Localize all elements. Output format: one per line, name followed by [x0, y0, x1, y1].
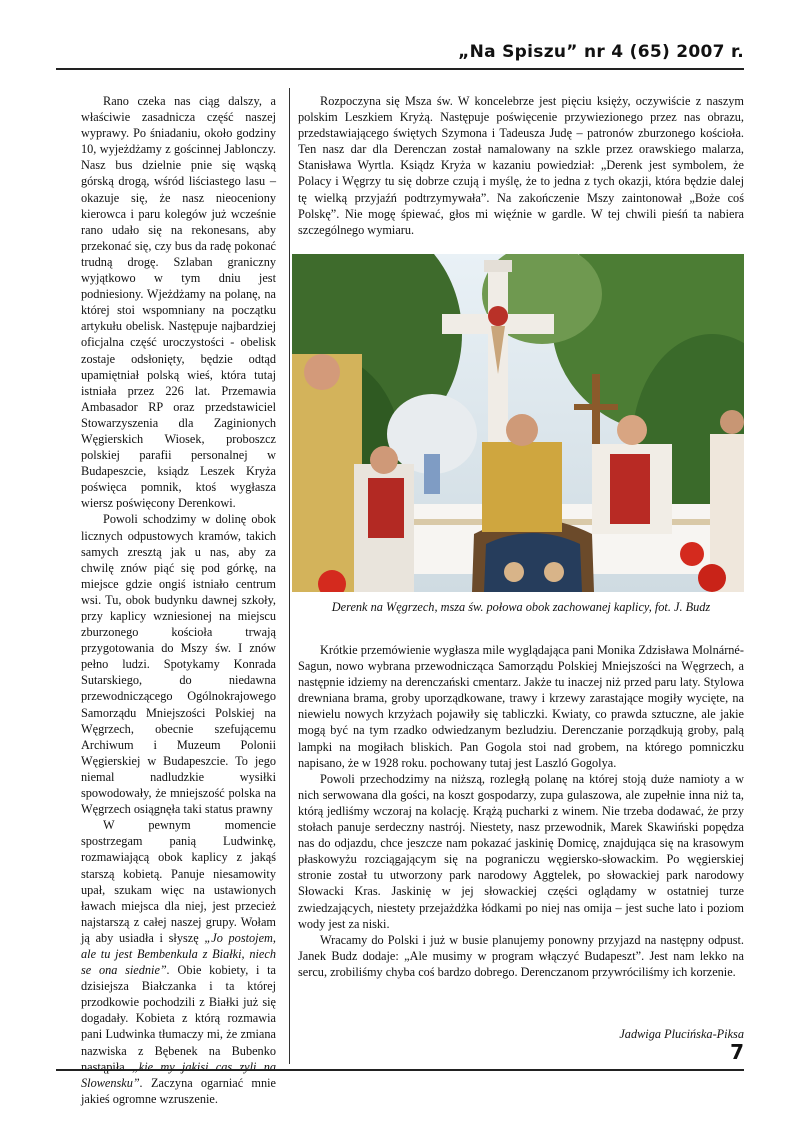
right-column-top	[298, 93, 744, 238]
left-column	[81, 93, 276, 1107]
page-number: 7	[730, 1040, 744, 1064]
column-divider	[289, 88, 290, 1064]
mass-photo-illustration	[292, 254, 744, 592]
header-rule	[56, 68, 744, 70]
left-paragraph-3-part-b: Obie kobiety, i ta dzisiejsza Białczanka i ta której przodkowie pochodzili z Białki już się dogadały. Kobieta z którą rozmawia pani Ludwinka tłumaczy mi, że zmiana nazwiska z Bębenek na Bubenko nastąpiła	[81, 963, 276, 1074]
footer-rule	[56, 1069, 744, 1071]
photo-caption: Derenk na Węgrzech, msza św. połowa obok zachowanej kaplicy, fot. J. Budz	[331, 600, 711, 614]
dialect-quote-2: „kie my jakisi cas zyli na Slowensku”.	[81, 1059, 276, 1090]
left-paragraph-3-part-c: Zaczyna ogarniać mnie jakieś ogromne wzruszenie.	[81, 1075, 276, 1106]
left-paragraph-1: Rano czeka nas ciąg dalszy, a właściwie zasadnicza część naszej wyprawy. Po śniadaniu, około godziny 10, wyjeżdżamy z gościnnej Jablonczy. Nasz bus dzielnie pnie się wąską górską drogą, wśród liściastego lasu – okazuje się, że nasz nieoceniony kierowca i paru kolegów już wcześnie rano udało się na rekonesans, aby przekonać się, czy bus da radę pokonać trudną drogę. Szlaban graniczny wyjątkowo w tym dniu jest podniesiony. Wjeżdżamy na polanę, na której stoi wspomniany na początku artykułu obelisk. Następuje najbardziej oficjalna część uroczystości - obelisk zostaje odsłonięty, będzie odtąd upamiętniał polską wieś, która tutaj istniała przez 226 lat. Przemawia Ambasador RP oraz przedstawiciel Stowarzyszenia dla Zaginionych Węgierskich Wiosek, proboszcz polskiej parafii personalnej w Budapeszcie, ksiądz Leszek Kryża poświęca pomnik, ktoś wygłasza wiersz poświęcony Derenkowi.	[81, 94, 276, 511]
mass-photo	[292, 254, 744, 592]
left-paragraph-2: Powoli schodzimy w dolinę obok licznych odpustowych kramów, takich samych zresztą jak u nas, aby za chwilę znów piąć się pod górkę, na miejsce gdzie ongiś istniało centrum wsi. Tu, obok budynku dawnej szkoły, przy kaplicy wzniesionej na miejscu zburzonego kościoła trwają przygotowania do Mszy św. I znów pełno ludzi. Spotykamy Konrada Sutarskiego, do niedawna przewodniczącego Ogólnokrajowego Samorządu Mniejszości Polskiej na Węgrzech, obecnie szefującemu Archiwum i Muzeum Polonii Węgierskiej w Budapeszcie. To jego niemal nadludzkie wysiłki spowodowały, że mniejszość polska na Węgrzech osiągnęła taki status prawny	[81, 512, 276, 817]
dialect-quote-1: „Jo postojem, ale tu jest Bembenkula z Białki, niech se ona siednie”.	[81, 930, 277, 978]
right-bottom-paragraph-1: Krótkie przemówienie wygłasza mile wyglądająca pani Monika Zdzisława Molnárné- Sagun, nowo wybrana przewodnicząca Samorządu Polskiej Mniejszości na Węgrzech, a następnie idziemy na derenczański cmentarz. Jakże tu inaczej niż przed paru laty. Stylowa drewniana brama, groby uporządkowane, trawy i krzewy zarastające mogiły wycięte, na niewielu nowych krzyżach pojawiły się tabliczki. Kwiaty, co prawda sztuczne, ale jakie mogą być na tym rzadko odwiedzanym bezludziu. Derenczanie porządkują groby, palą lampki na mogiłach bliskich. Pan Gogola stoi nad grobem, na którego pomniczku napisano, że w 1928 roku. pochowany tutaj jest Laszló Gogolya.	[298, 643, 744, 770]
left-paragraph-3	[81, 817, 276, 1107]
right-bottom-paragraph-3: Wracamy do Polski i już w busie planujemy ponowny przyjazd na następny odpust. Janek Budz dodaje: „Ale musimy w program włączyć Budapeszt”. Jest nam lekko na sercu, zrobiliśmy chyba coś bardzo dobrego. Derenczanom przywróciliśmy ich korzenie.	[298, 932, 744, 979]
right-bottom-paragraph-2: Powoli przechodzimy na niższą, rozległą polanę na której stoją duże namioty a w nich serwowana dla gości, na koszt gospodarzy, zupa gulaszowa, ale zupełnie inna niż ta, którą jedliśmy wczoraj na kolację. Krążą pucharki z winem. Nie trzeba dodawać, że przy stołach panuje serdeczny nastrój. Niestety, nasz przewodnik, Marek Skawiński popędza nas do odjazdu, chce jeszcze nam pokazać jaskinię Domicę, znajdująca się na krasowym płaskowyżu rozciągającym się na pograniczu węgiersko-słowackim. Po węgierskiej stronie został tu utworzony park narodowy Aggtelek, po słowackiej park narodowy Słowacki Kras. Jaskinię w jej słowackiej części oglądamy w ostatniej turze zwiedzających, niestety przejażdżka łódkami po niej nas omija – jest suche lato i poziom wody jest za niski.	[298, 771, 744, 931]
right-top-paragraph-1: Rozpoczyna się Msza św. W koncelebrze jest pięciu księży, oczywiście z naszym polskim Leszkiem Kryżą. Następuje poświęcenie przywiezionego przez nas obrazu, przedstawiającego świętych Szymona i Tadeusza Judę – patronów zburzonego kościoła. Ten nasz dar dla Derenczan został namalowany na szkle przez orawskiego malarza, Stanisława Wyrtla. Ksiądz Kryża w kazaniu powiedział: „Derenk jest symbolem, że Polacy i Węgrzy tu się dobrze czują i myślę, że to jedna z tych okazji, która będzie dalej tę wielką przyjaźń podtrzymywała”. Na zakończenie Mszy zaintonował „Boże coś Polskę”. Nie mogę śpiewać, głos mi więźnie w gardle. W tej chwili pieśń ta nabiera szczególnego wymiaru.	[298, 94, 744, 237]
running-header: „Na Spiszu” nr 4 (65) 2007 r.	[458, 42, 744, 62]
left-paragraph-3-part-a: W pewnym momencie spostrzegam panią Ludwinkę, rozmawiającą obok kaplicy z jakąś starszą kobietą. Panuje niesamowity upał, szukam więc na ustawionych ławach miejsca dla niej, jest przecież najstarszą z całej naszej grupy. Wołam ją aby usiadła i słyszę	[81, 818, 276, 945]
author-signature: Jadwiga Plucińska-Piksa	[619, 1027, 744, 1041]
right-column-bottom	[298, 642, 744, 980]
